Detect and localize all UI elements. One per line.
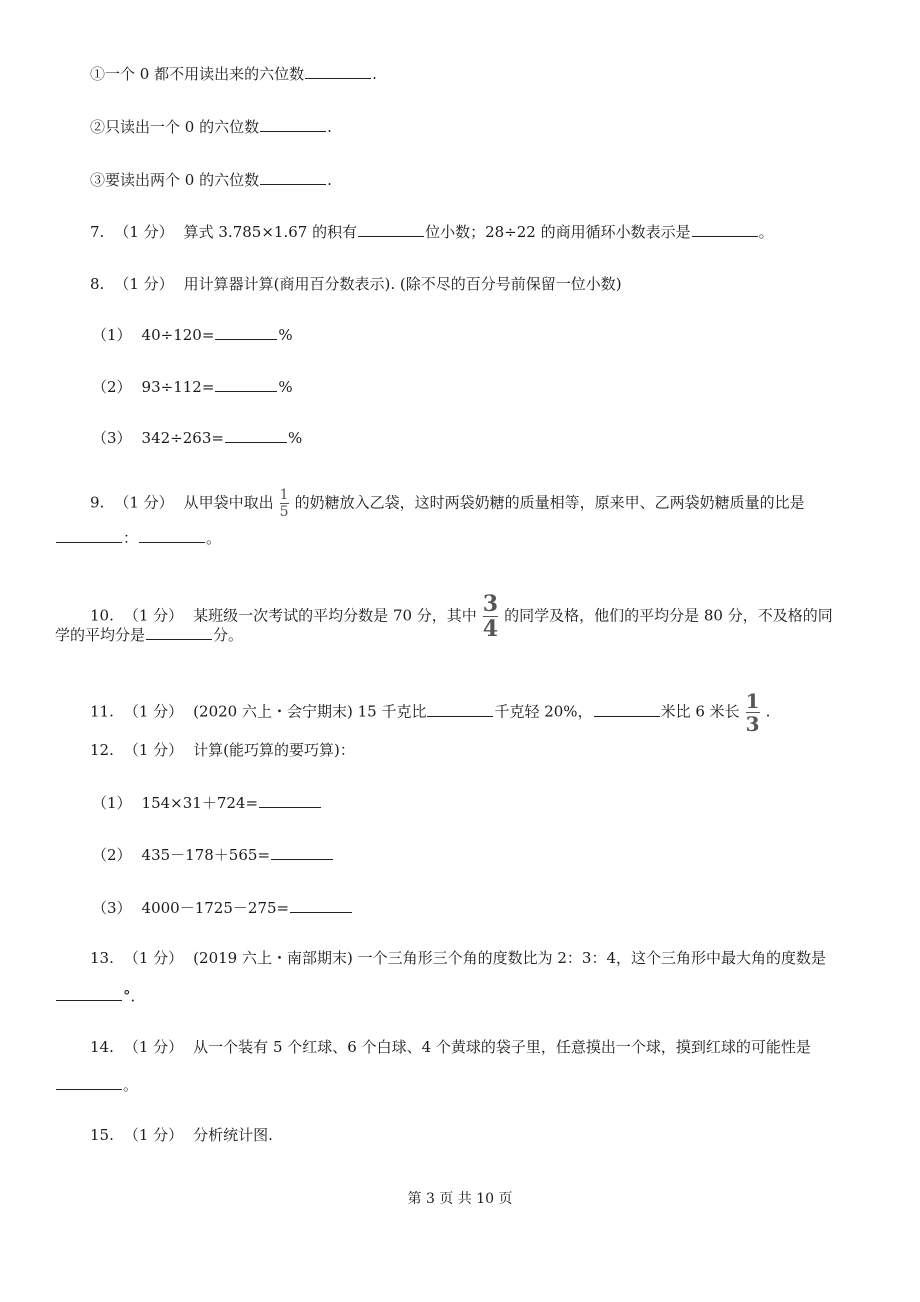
answer-blank[interactable] — [56, 528, 122, 543]
question-8-sub-2: （2） 93÷112= % — [92, 378, 293, 396]
question-8: 8. （1 分） 用计算器计算(商用百分数表示). (除不尽的百分号前保留一位小数) — [90, 275, 622, 293]
question-13: 13. （1 分） (2019 六上・南部期末) 一个三角形三个角的度数比为 2：3：4，这个三角形中最大角的度数是 — [90, 949, 826, 967]
answer-blank[interactable] — [215, 325, 277, 340]
answer-blank[interactable] — [146, 625, 212, 640]
answer-blank[interactable] — [260, 170, 326, 185]
question-13-line-2: °． — [55, 986, 146, 1006]
answer-blank[interactable] — [139, 528, 205, 543]
question-12-sub-2: （2） 435－178＋565= — [92, 845, 334, 865]
answer-blank[interactable] — [271, 845, 333, 860]
question-14-line-2: 。 — [55, 1075, 138, 1095]
question-9: 9. （1 分） 从甲袋中取出 $\frac{1}{5}$ 的奶糖放入乙袋，这时两袋奶糖的质量相等，原来甲、乙两袋奶糖质量的比是 — [90, 487, 805, 520]
answer-blank[interactable] — [56, 1075, 122, 1090]
question-12-sub-3: （3） 4000－1725－275= — [92, 898, 353, 918]
item-3: ③要读出两个 0 的六位数 . — [90, 171, 332, 189]
answer-blank[interactable] — [290, 898, 352, 913]
answer-blank[interactable] — [692, 222, 758, 237]
answer-blank[interactable] — [260, 117, 326, 132]
answer-blank[interactable] — [259, 793, 321, 808]
answer-blank[interactable] — [358, 222, 424, 237]
question-12-sub-1: （1） 154×31＋724= — [92, 793, 322, 813]
fraction-three-quarters: $\frac{3}{4}$ — [482, 591, 499, 642]
answer-blank[interactable] — [594, 702, 660, 717]
question-7: 7. （1 分） 算式 3.785×1.67 的积有 位小数；28÷22 的商用循环小数表示是 。 — [90, 223, 774, 241]
question-8-sub-1: （1） 40÷120= % — [92, 326, 293, 344]
answer-blank[interactable] — [225, 428, 287, 443]
fraction-one-third: $\frac{1}{3}$ — [745, 689, 760, 736]
question-8-sub-3: （3） 342÷263= % — [92, 429, 303, 447]
question-12: 12. （1 分） 计算(能巧算的要巧算)： — [90, 741, 355, 759]
question-14: 14. （1 分） 从一个装有 5 个红球、6 个白球、4 个黄球的袋子里，任意摸出一个球，摸到红球的可能性是 — [90, 1038, 811, 1056]
question-15: 15. （1 分） 分析统计图. — [90, 1126, 273, 1144]
question-10: 10. （1 分） 某班级一次考试的平均分数是 70 分，其中 $\frac{3}{4}$ 的同学及格，他们的平均分是 80 分，不及格的同 — [90, 591, 833, 642]
answer-blank[interactable] — [56, 986, 122, 1001]
answer-blank[interactable] — [305, 64, 371, 79]
question-11: 11. （1 分） (2020 六上・会宁期末) 15 千克比 千克轻 20%， 米比 6 米长 $\frac{1}{3}$ . — [90, 689, 771, 736]
fraction-one-fifth: $\frac{1}{5}$ — [279, 487, 289, 520]
answer-blank[interactable] — [427, 702, 493, 717]
question-9-line-2: ： 。 — [55, 528, 221, 548]
item-1: ①一个 0 都不用读出来的六位数 . — [90, 65, 377, 83]
item-2: ②只读出一个 0 的六位数 . — [90, 118, 332, 136]
page-footer: 第 3 页 共 10 页 — [407, 1191, 513, 1207]
question-10-line-2: 学的平均分是 分。 — [55, 626, 244, 644]
answer-blank[interactable] — [215, 377, 277, 392]
